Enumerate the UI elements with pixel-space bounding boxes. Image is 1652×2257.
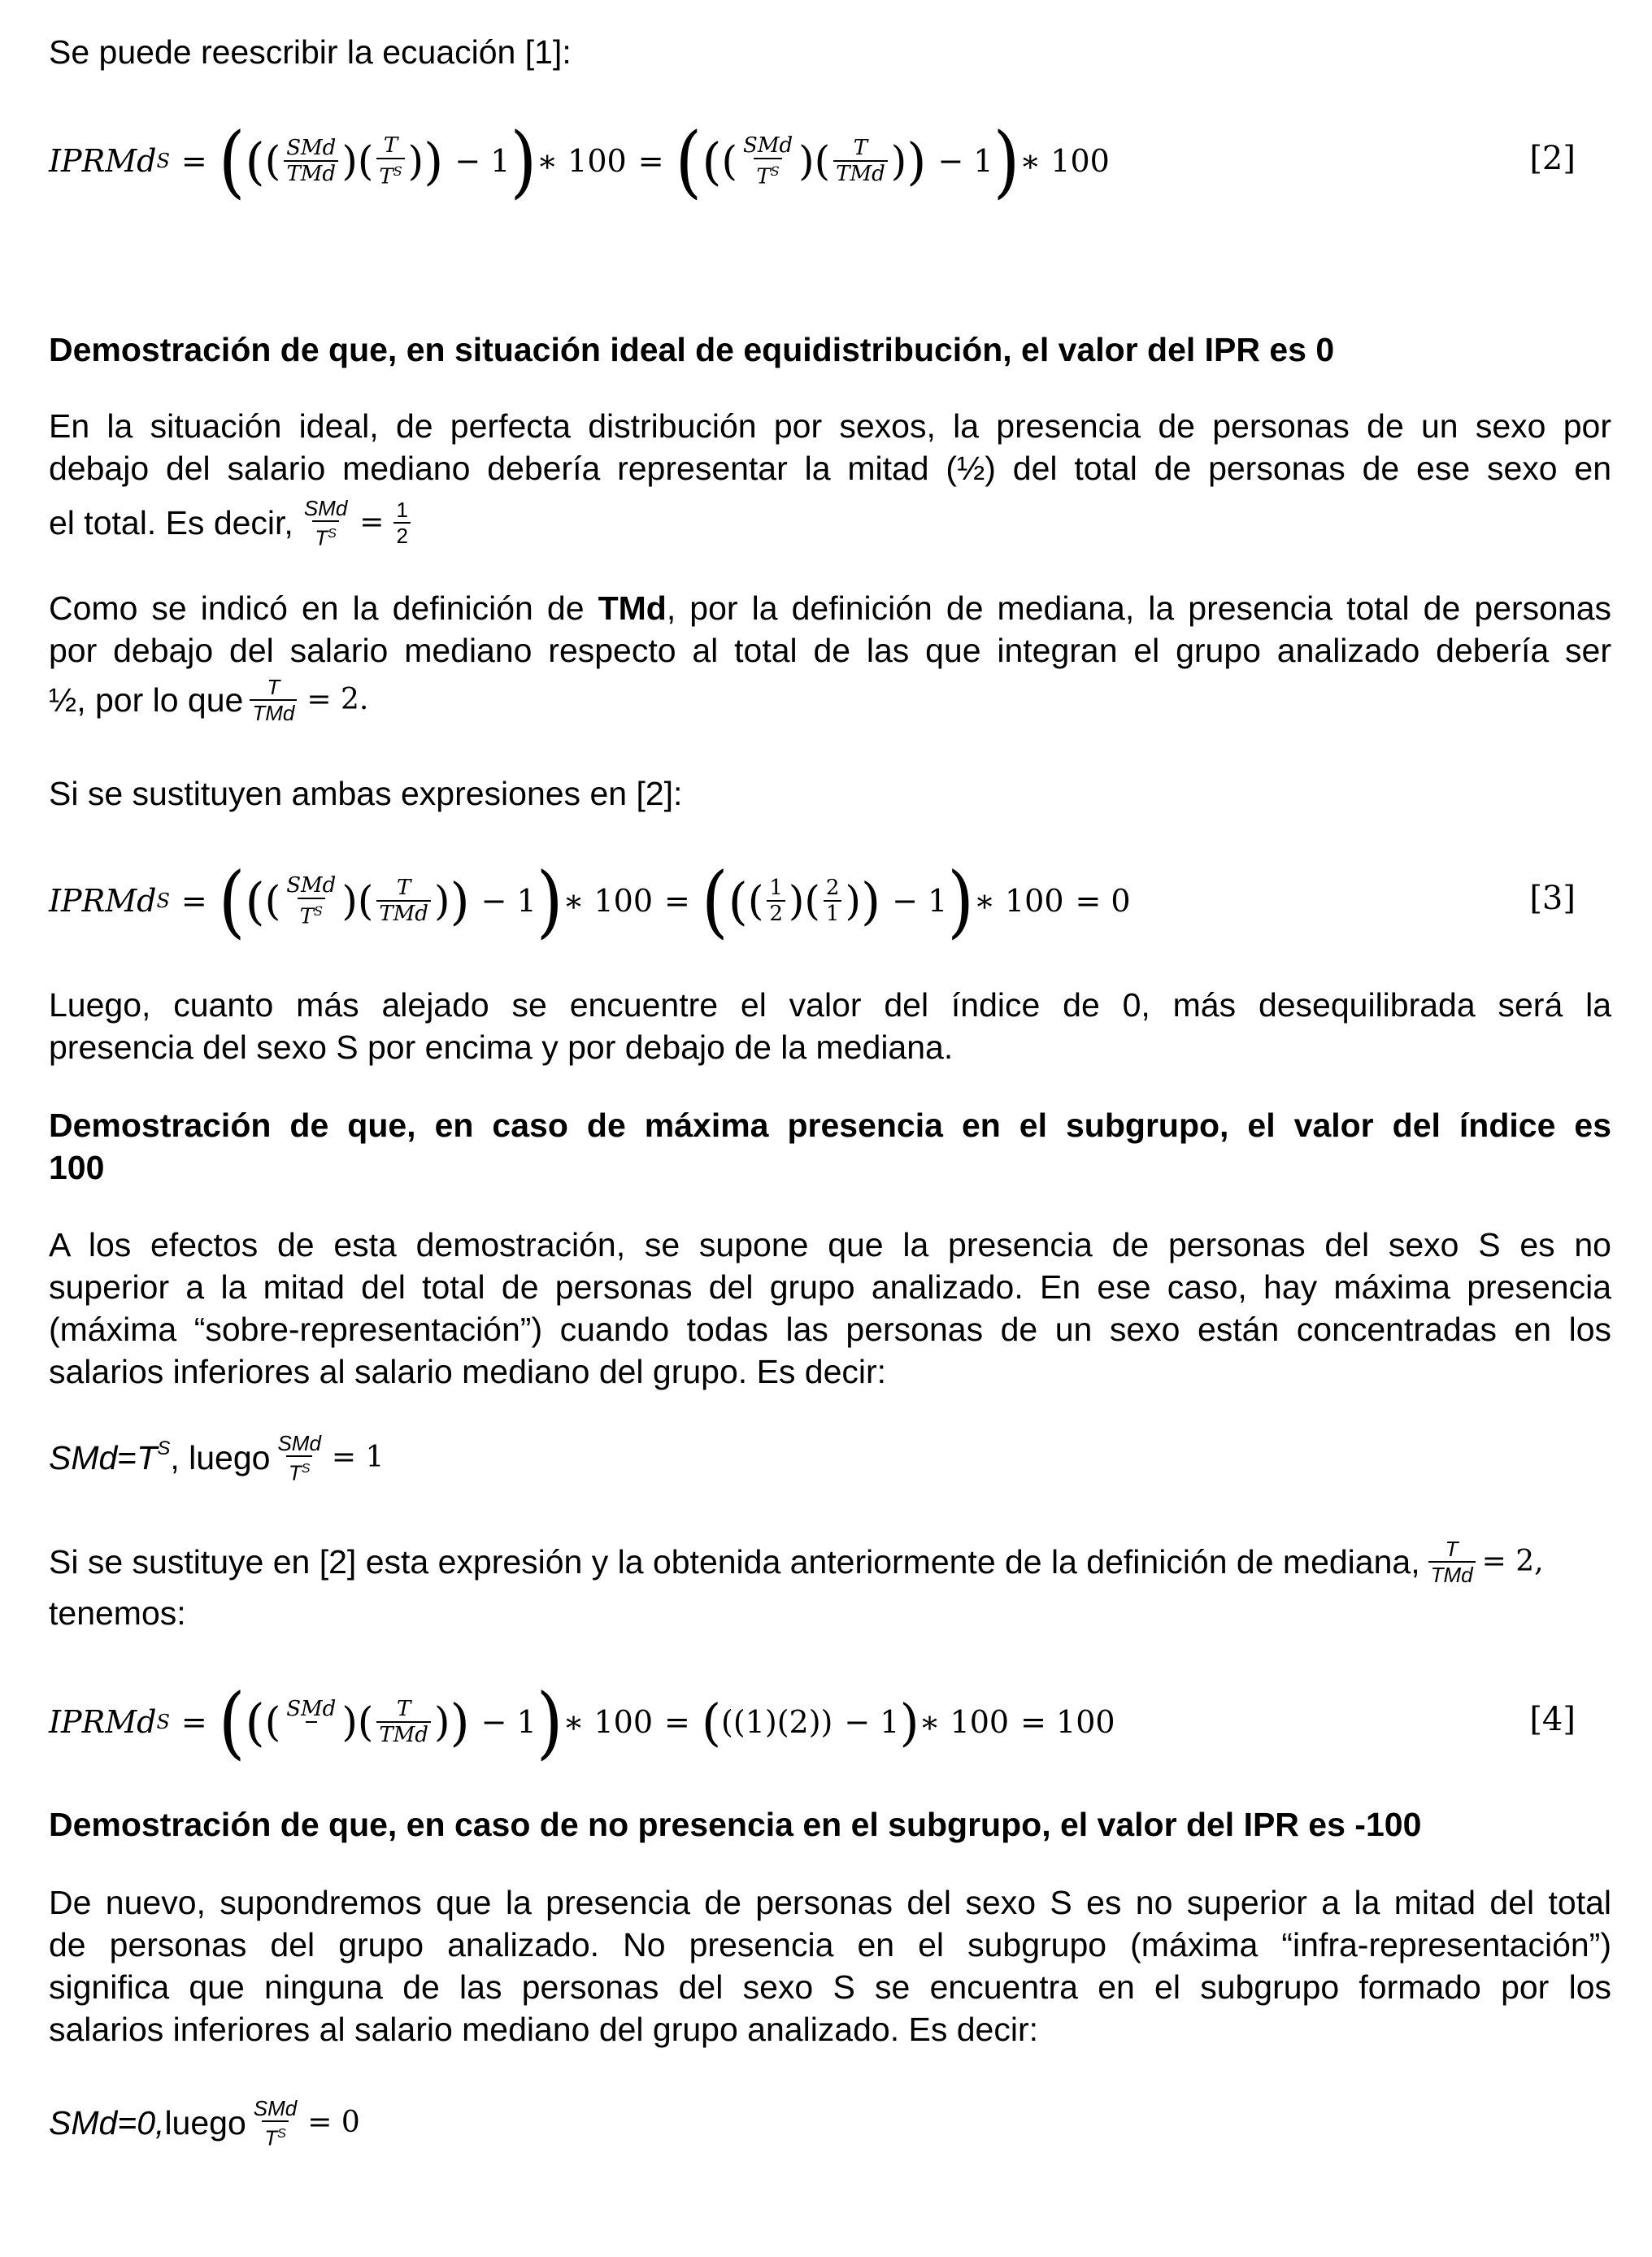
- section-heading-no-presence: Demostración de que, en caso de no presencia en el subgrupo, el valor del IPR es -100: [49, 1806, 1422, 1843]
- paragraph-line: Si se sustituyen ambas expresiones en [2]:: [49, 775, 683, 812]
- paragraph-line: de personas del grupo analizado. No presencia en el subgrupo (máxima “infra-representación”): [49, 1926, 1611, 1963]
- paragraph-line: A los efectos de esta demostración, se supone que la presencia de personas del sexo S es no: [49, 1226, 1611, 1263]
- equation-number-2: [2]: [1529, 140, 1576, 177]
- intro-text: Se puede reescribir la ecuación [1]:: [49, 33, 572, 71]
- equation-2: IPRMd S = ( ( ( $\frac{\text{SMd}}{\text{TMd}}$ ) ( $\frac{T}{T^S}$ ) ) − 1 ) ∗ 100 = ( ( ( $\frac{\text{SMd}}{T^S}$ ) ( $\frac{T}{\text{TMd}}$ ) ) − 1 ) ∗ 100: [49, 115, 1110, 207]
- paragraph-line: superior a la mitad del total de personas del grupo analizado. En ese caso, hay máxima presencia: [49, 1268, 1611, 1306]
- paragraph-line: Como se indicó en la definición de TMd, por la definición de mediana, la presencia total de personas: [49, 589, 1611, 627]
- paragraph-line-with-fraction: Si se sustituye en [2] esta expresión y la obtenida anteriormente de la definición de mediana, $\frac{T}{\text{TMd}}$ = 2,: [49, 1537, 1544, 1587]
- paragraph-line-with-fraction: el total. Es decir, $\frac{\text{SMd}}{T^S}$ = $\frac{1}{2}$: [49, 496, 414, 550]
- equation-number-3: [3]: [1529, 880, 1576, 917]
- inline-formula-smd-zero: SMd=0, luego $\frac{\text{SMd}}{T^S}$ = 0: [49, 2096, 360, 2150]
- section-heading-equidistribution: Demostración de que, en situación ideal de equidistribución, el valor del IPR es 0: [49, 331, 1335, 368]
- section-heading-max-presence-cont: 100: [49, 1149, 105, 1186]
- paragraph-line: salarios inferiores al salario mediano del grupo. Es decir:: [49, 1353, 887, 1390]
- paragraph-line: salarios inferiores al salario mediano del grupo analizado. Es decir:: [49, 2011, 1038, 2048]
- section-heading-max-presence: Demostración de que, en caso de máxima presencia en el subgrupo, el valor del índice es: [49, 1107, 1611, 1144]
- paragraph-line-with-fraction: ½, por lo que $\frac{T}{\text{TMd}}$ = 2.: [49, 675, 369, 725]
- paragraph-line: De nuevo, supondremos que la presencia de personas del sexo S es no superior a la mitad del total: [49, 1884, 1611, 1921]
- paragraph-line: tenemos:: [49, 1594, 186, 1632]
- inline-formula-smd-equals-ts: SMd = T $^S$ , luego $\frac{\text{SMd}}{T^S}$ = 1: [49, 1431, 385, 1485]
- equation-number-4: [4]: [1529, 1701, 1576, 1738]
- paragraph-line: (máxima “sobre-representación”) cuando todas las personas de un sexo están concentradas en los: [49, 1311, 1611, 1348]
- paragraph-line: Luego, cuanto más alejado se encuentre el valor del índice de 0, más desequilibrada será la: [49, 986, 1611, 1024]
- equation-3: IPRMd S = ( ( ( $\frac{\text{SMd}}{T^S}$ ) ( $\frac{T}{\text{TMd}}$ ) ) − 1 ) ∗ 100 = ( ( ( $\frac{1}{2}$ ) ( $\frac{2}{1}$ ) ) − 1 ) ∗ 100 = 0: [49, 855, 1131, 947]
- paragraph-line: En la situación ideal, de perfecta distribución por sexos, la presencia de personas de un sexo por: [49, 407, 1611, 445]
- paragraph-line: por debajo del salario mediano respecto al total de las que integran el grupo analizado debería ser: [49, 632, 1611, 669]
- paragraph-line: debajo del salario mediano debería representar la mitad (½) del total de personas de ese sexo en: [49, 450, 1611, 487]
- equation-4: IPRMd S = ( ( ( SMd ) ( $\frac{T}{\text{TMd}}$ ) ) − 1 ) ∗ 100 = ( ((1)(2)) − 1 ) ∗ 100 = 100: [49, 1676, 1115, 1768]
- paragraph-line: presencia del sexo S por encima y por debajo de la mediana.: [49, 1028, 954, 1066]
- paragraph-line: significa que ninguna de las personas del sexo S se encuentra en el subgrupo formado por los: [49, 1968, 1611, 2006]
